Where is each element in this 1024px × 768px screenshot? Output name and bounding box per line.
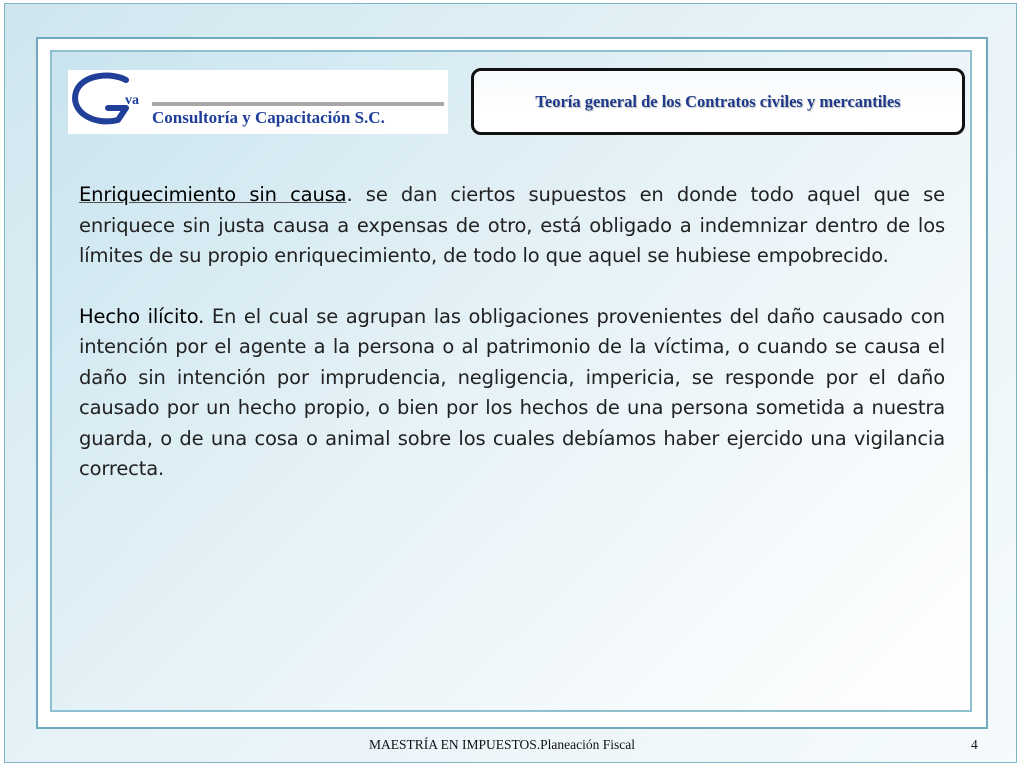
body-text xyxy=(79,180,945,485)
logo-letters: va xyxy=(125,93,139,108)
paragraph-text: En el cual se agrupan las obligaciones provenientes del daño causado con intención por el agente a la persona o al patrimonio de la víctima, o cuando se causa el daño sin intención por imprudencia, negligencia, impericia, se responde por el daño causado por un hecho propio, o bien por los hechos de una persona sometida a nuestra guarda, o de una cosa o animal sobre los cuales debíamos haber ejercido una vigilancia correcta. xyxy=(79,304,945,480)
paragraph-enriquecimiento xyxy=(79,180,945,272)
term-separator: . xyxy=(346,183,353,206)
paragraph-hecho-ilicito xyxy=(79,302,945,485)
page-number: 4 xyxy=(971,737,978,752)
page-title: Teoría general de los Contratos civiles y mercantiles xyxy=(535,91,901,111)
company-name: Consultoría y Capacitación S.C. xyxy=(152,108,385,127)
paragraph-text: se dan ciertos supuestos en donde todo aquel que se enriquece sin justa causa a expensas de otro, está obligado a indemnizar dentro de los límites de su propio enriquecimiento, de todo lo que aquel se hubiese empobrecido. xyxy=(79,183,945,267)
header-title-box xyxy=(471,68,965,135)
company-logo xyxy=(68,70,448,134)
term-enriquecimiento: Enriquecimiento sin causa xyxy=(79,183,347,206)
footer-text: MAESTRÍA EN IMPUESTOS.Planeación Fiscal xyxy=(369,737,635,752)
term-hecho-ilicito: Hecho ilícito. xyxy=(79,304,205,328)
